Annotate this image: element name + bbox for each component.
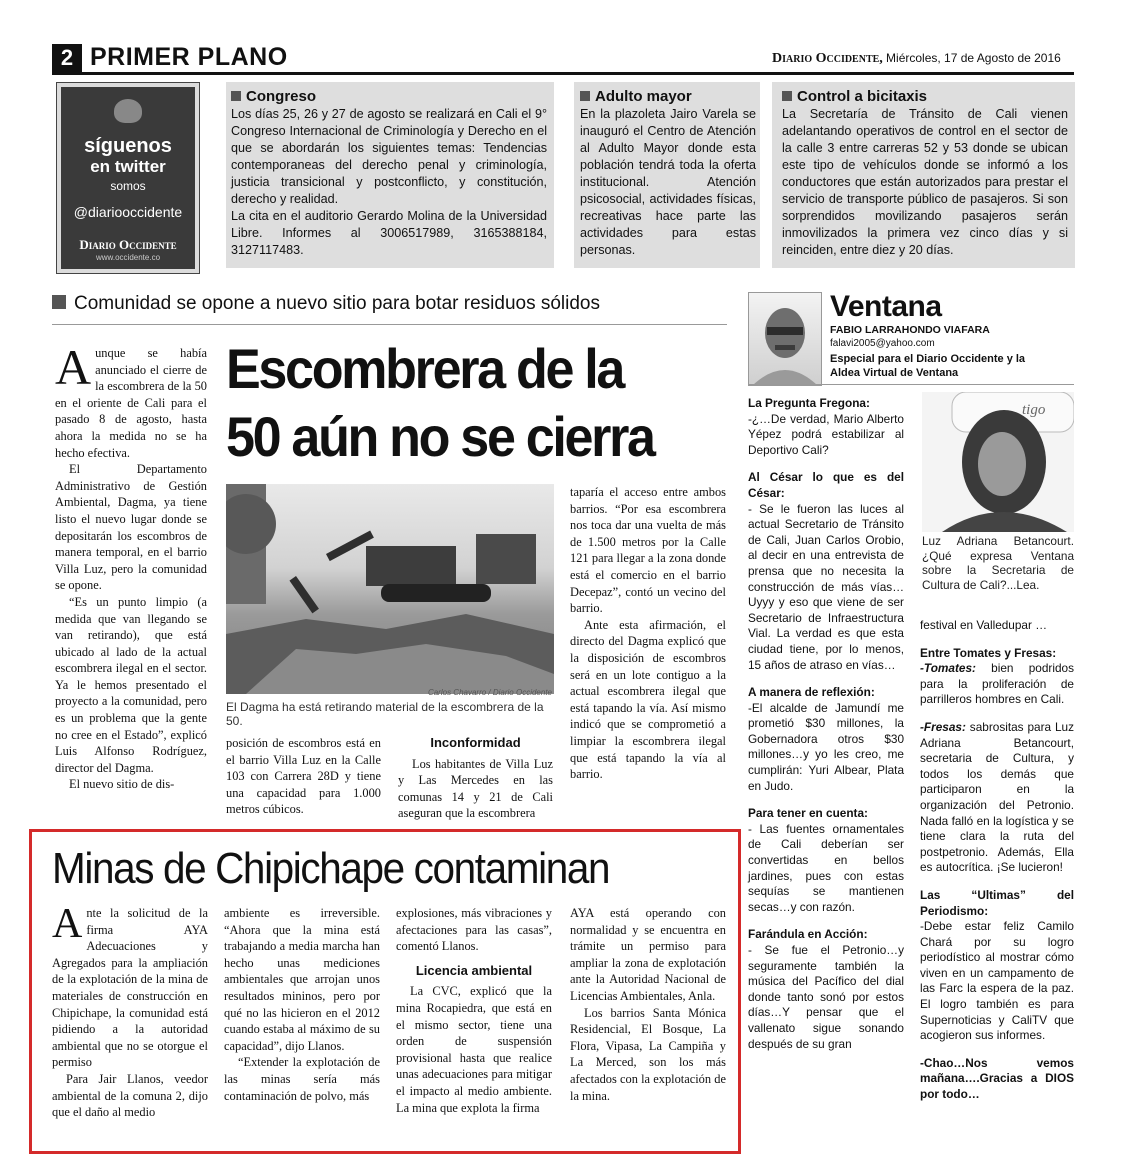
ventana-item-heading: Farándula en Acción: — [748, 927, 868, 942]
ventana-item-body: sabrositas para Luz Adriana Betancourt, secretaria de Cultura, y todos los demás que participaron en la organización del Petronio. Nada falló en la logística y se tiene clara la ruta del postpetronio. Además, Ella es autocrítica. ¡Se lucieron! — [920, 719, 1074, 875]
twitter-logo: Diario Occidente — [79, 237, 177, 252]
brief-bicitaxis: Control a bicitaxis La Secretaría de Tránsito de Cali vienen adelantando operativos de control en el sector de la calle 3 entre carreras 52 y 53 donde se ubican este tipo de vehículos donde se informó a los conductores que están autorizados para prestar el servicio de transporte público de pasajeros. Si son sorprendidos movilizando pasajeros serán inmovilizados la primera vez cinco días y si reinciden, entre diez y 20 días. — [782, 88, 1068, 257]
ventana-item-text — [920, 661, 1074, 708]
secretary-photo — [922, 392, 1074, 532]
subhead-inconformidad: Inconformidad — [430, 735, 521, 750]
ventana-col-a — [748, 396, 904, 1052]
ventana-item-heading: A manera de reflexión: — [748, 685, 875, 700]
photo-credit: Carlos Chavarro / Diario Occidente — [427, 688, 552, 697]
ventana-rule — [748, 384, 1074, 385]
colb-continued: festival en Valledupar … — [920, 618, 1047, 632]
article1-col3: Inconformidad Los habitantes de Villa Luz y Las Mercedes en las comunas 14 y 21 de Cali aseguran que la escombrera — [398, 735, 553, 821]
article2-col4: AYA está operando con normalidad y se encuentra en trámite un permiso para ampliar la zona de explotación ante la Autoridad Nacional de Licencias Ambientales, Anla. Los barrios Santa Mónica Residencial, El Bosque, La Flora, Vipasa, La Campiña y La Merced, son los más afectados con la explotación de la mina. — [570, 906, 726, 1103]
ventana-item-heading: Al César lo que es del César: — [748, 470, 904, 500]
article2-col3: explosiones, más vibraciones y afectaciones para las casas”, comentó Llanos. Licencia ambiental La CVC, explicó que la mina Rocapiedra, que está en el mismo sector, tiene una orden de suspensión provisional hasta que realice unas adecuaciones para mitigar el impacto al medio ambiente. La mina que explota la firma — [396, 906, 552, 1115]
ventana-item-heading: Para tener en cuenta: — [748, 806, 868, 821]
brief-adulto-mayor: Adulto mayor En la plazoleta Jairo Varela se inauguró el Centro de Atención al Adulto Mayor donde esta población tendrá toda la oferta institucional. Atención psicosocial, actividades físicas, recreativas hace parte las actividades para estas personas. — [580, 88, 756, 257]
ventana-author: FABIO LARRAHONDO VIAFARA — [830, 324, 990, 336]
twitter-line1: síguenos — [84, 135, 172, 157]
article2-col2: ambiente es irreversible. “Ahora que la mina está trabajando a media marcha han hecho unas mediciones ambientales que arrojan unos resultados mininos, pero por qué no las hicieron en el 2012 cuando estaba al máximo de su capacidad”, dijo Llanos. “Extender la explotación de las minas sería más contaminación de polvo, más — [224, 906, 380, 1103]
article2-col1: Ante la solicitud de la firma AYA Adecuaciones y Agregados para la ampliación de la explotación de la mina de materiales de construcción en Chipichape, la comunidad está pidiendo a la autoridad ambiental que no se otorgue el permiso Para Jair Llanos, veedor ambiental de la comuna 2, dijo que el daño al medio — [52, 901, 208, 1120]
ventana-item-heading: La Pregunta Fregona: — [748, 396, 870, 410]
secretary-photo-caption: Luz Adriana Betancourt. ¿Qué expresa Ventana sobre la Secretaria de Cultura de Cali?...Lea. — [922, 534, 1074, 592]
ventana-col-b — [920, 618, 1074, 1103]
brief-divider — [554, 82, 574, 268]
article1-kicker: Comunidad se opone a nuevo sitio para botar residuos sólidos — [52, 292, 732, 316]
article1-col4: taparía el acceso entre ambos barrios. “Por esa escombrera nos toca dar una vuelta de más de 1.500 metros por la Calle 121 para llegar a la zona donde está el comercio en el barrio Decepaz”, contó un vecino del barrio. Ante esta afirmación, el directo del Dagma explicó que la disposición de escombros será en un lote contiguo a la actual escombrera ilegal que está tapando la vía. Así mismo indicó que se comprometió a limpiar la escombrera ilegal que está tapando la vía al barrio. — [570, 485, 726, 782]
ventana-item-heading: Las “Ultimas” del Periodismo: — [920, 887, 1074, 918]
article1-rule — [52, 324, 727, 325]
author-portrait — [749, 293, 821, 385]
section-title: PRIMER PLANO — [90, 43, 288, 71]
article1-photo — [226, 484, 554, 694]
brief-congreso: Congreso Los días 25, 26 y 27 de agosto se realizará en Cali el 9° Congreso Internacional de Criminología y Derecho en el que se abordarán los siguientes temas: Tendencias contemporaneas del derecho penal y criminología, justicia transicional y postconflicto, y constitución, derecho y realidad. La cita en el auditorio Gerardo Molina de la Universidad Libre. Informes al 3006517989, 3165388184, 3127117483. — [231, 88, 547, 257]
ventana-item-text — [920, 720, 1074, 876]
article1-col1: Aunque se había anunciado el cierre de la escombrera de la 50 en el oriente de Cali para el pasado 8 de agosto, hasta ahora la medida no se ha hecho efectiva. El Departamento Administrativo de Gestión Ambiental, Dagma, ya tiene listo el nuevo lugar donde se depositarán los escombros de manera temporal, en el barrio Villa Luz, pero la comunidad se opone. “Es un punto limpio (a medida que van llegando se van retirando), que está ubicado al lado de la actual escombrera ilegal en el sector. Ya le hemos presentado el proyecto a la comunidad, pero es un problema que la gente no cree en el Estado”, explicó Luis Alfonso Rodríguez, director del Dagma. El nuevo sitio de dis- — [55, 339, 207, 792]
subhead-licencia: Licencia ambiental — [415, 962, 533, 978]
article1-col2: posición de escombros está en el barrio Villa Luz en la Calle 103 con Carrera 28D y tiene una capacidad para 1.000 metros cúbicos. — [226, 736, 381, 817]
article2-headline: Minas de Chipichape contaminan — [52, 844, 610, 893]
square-bullet-icon — [580, 91, 590, 101]
header-rule — [52, 72, 1074, 75]
ventana-item-body: -Debe estar feliz Camilo Chará por su logro periodístico al mostrar cómo viven en un campamento de las Farc la espera de la paz. El logro también es para Supernoticias y CaliTV que acogieron sus informes. — [920, 919, 1074, 1043]
square-bullet-icon — [782, 91, 792, 101]
ventana-email: falavi2005@yahoo.com — [830, 338, 935, 349]
ventana-title: Ventana — [830, 290, 942, 323]
twitter-url: www.occidente.co — [95, 253, 161, 262]
ventana-item-text: -¿…De verdad, Mario Alberto Yépez podrá estabilizar al Deportivo Cali? — [748, 411, 904, 457]
issue-date: Miércoles, 17 de Agosto de 2016 — [886, 51, 1061, 65]
ventana-item-text — [920, 919, 1074, 1044]
ventana-item-lead: -Tomates: — [920, 661, 976, 676]
ventana-signoff: -Chao…Nos vemos mañana….Gracias a DIOS por todo… — [920, 1055, 1074, 1102]
drop-cap: A — [55, 339, 92, 395]
drop-cap: A — [52, 901, 83, 947]
twitter-line2: en twitter — [90, 157, 166, 176]
masthead-line — [772, 50, 1061, 67]
square-bullet-icon — [231, 91, 241, 101]
twitter-handle: @diariooccidente — [73, 204, 183, 220]
ventana-item-body: bien podridos para la proliferación de parrilleros hombres en Cali. — [920, 661, 1074, 707]
ventana-author-photo — [748, 292, 822, 386]
photo-banner: tigo — [1022, 402, 1046, 418]
ventana-item-text — [920, 1056, 1074, 1103]
square-bullet-icon — [52, 295, 66, 309]
excavator-scene — [226, 484, 554, 694]
brief-divider — [760, 82, 772, 268]
portrait-luz-adriana — [922, 392, 1074, 532]
page-number: 2 — [52, 44, 82, 72]
twitter-line3: somos — [110, 179, 146, 193]
ventana-item-text: - Las fuentes ornamentales de Cali deberían ser convertidas en bellos jardines, pues con estas sequías se mantienen secas…y con razón. — [748, 821, 904, 914]
article1-headline: Escombrera de la 50 aún no se cierra — [226, 337, 654, 468]
ventana-item-text: -El alcalde de Jamundí me prometió $30 millones, la Gobernadora otros $30 millones…y yo les creo, me cumplirán: Yuri Albear, Plata en Judo. — [748, 700, 904, 793]
ventana-tagline: Especial para el Diario Occidente y la Aldea Virtual de Ventana — [830, 353, 1026, 379]
ventana-item-heading: Entre Tomates y Fresas: — [920, 645, 1057, 660]
paper-name: Diario Occidente, — [772, 51, 883, 66]
photo-caption: El Dagma ha está retirando material de la escombrera de la 50. — [226, 700, 544, 728]
ventana-item-text: - Se le fueron las luces al actual Secretario de Tránsito de Cali, Juan Carlos Orobio, al decir en una entrevista de prensa que no necesita la construcción de más vías…Uyyy y eso que viene de ser Secretario de Infraestructura Vial. La verdad es que esta ciudad tiene, por lo menos, 15 años de atraso en vías… — [748, 501, 904, 672]
ventana-item-lead: -Fresas: — [920, 719, 966, 734]
ventana-item-text: - Se fue el Petronio…y seguramente también la música del Pacífico del dial donde tanto sonó por estos días…Y pensar que el vallenato sigue sonando después de su gran — [748, 943, 904, 1051]
bird-icon — [114, 99, 142, 123]
twitter-promo — [56, 82, 200, 274]
